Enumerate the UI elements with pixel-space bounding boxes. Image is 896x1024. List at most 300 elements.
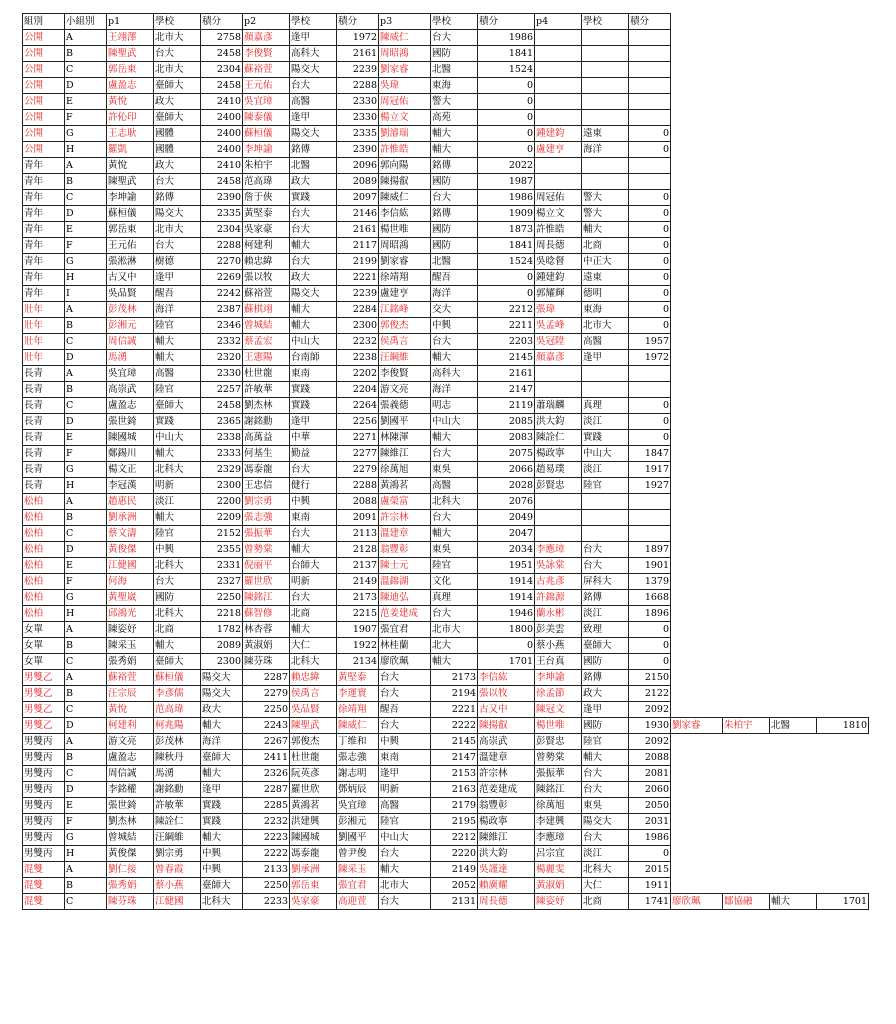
table-cell: 徐靖翔 xyxy=(337,702,379,718)
table-cell: 2161 xyxy=(337,222,379,238)
table-cell: 松柏 xyxy=(23,494,65,510)
table-cell: 2066 xyxy=(478,462,535,478)
table-cell: 中山大 xyxy=(290,334,337,350)
table-cell: 1987 xyxy=(478,174,535,190)
table-cell: 台師大 xyxy=(290,558,337,574)
table-cell: 交大 xyxy=(431,302,478,318)
table-cell: C xyxy=(65,398,107,414)
table-cell: 溫錦湖 xyxy=(379,574,431,590)
table-cell: 台大 xyxy=(154,174,201,190)
table-cell: 銘傳 xyxy=(582,590,629,606)
table-cell: 2220 xyxy=(431,846,478,862)
table-cell: 蘇裕萱 xyxy=(107,670,154,686)
table-row xyxy=(23,766,869,782)
table-cell: 2458 xyxy=(201,78,243,94)
table-cell: 0 xyxy=(629,398,671,414)
table-cell: 台大 xyxy=(431,510,478,526)
table-cell: 陸官 xyxy=(154,382,201,398)
table-cell: 台大 xyxy=(582,830,629,846)
table-cell: 陳采玉 xyxy=(107,638,154,654)
table-cell: 陳聖武 xyxy=(290,718,337,734)
table-cell: 許宗林 xyxy=(478,766,535,782)
table-cell: 2117 xyxy=(337,238,379,254)
table-cell: 黃堅泰 xyxy=(243,206,290,222)
table-cell: 李信紘 xyxy=(379,206,431,222)
table-cell: 臺師大 xyxy=(154,110,201,126)
table-cell: 海洋 xyxy=(431,382,478,398)
table-cell: 台大 xyxy=(290,254,337,270)
table-cell: 0 xyxy=(478,638,535,654)
table-cell: 陸官 xyxy=(431,558,478,574)
table-cell: D xyxy=(65,782,107,798)
table-cell xyxy=(582,366,629,382)
table-cell: 彭賢忠 xyxy=(535,734,582,750)
table-cell: 2209 xyxy=(201,510,243,526)
table-cell: 2131 xyxy=(431,894,478,910)
table-cell: 男雙乙 xyxy=(23,686,65,702)
table-cell: 趙惠民 xyxy=(107,494,154,510)
table-cell xyxy=(582,494,629,510)
table-cell: 0 xyxy=(478,142,535,158)
table-cell: 2410 xyxy=(201,94,243,110)
table-row xyxy=(23,782,869,798)
table-cell: 公開 xyxy=(23,30,65,46)
table-cell: 邱鴻光 xyxy=(107,606,154,622)
table-cell: 臺師大 xyxy=(154,654,201,670)
table-cell: 長青 xyxy=(23,366,65,382)
table-row xyxy=(23,286,869,302)
table-cell: 0 xyxy=(629,238,671,254)
table-cell: A xyxy=(65,158,107,174)
table-cell: 楊文正 xyxy=(107,462,154,478)
table-cell: 2092 xyxy=(629,734,671,750)
table-row xyxy=(23,846,869,862)
table-cell: 吳宜璋 xyxy=(107,366,154,382)
table-row xyxy=(23,366,869,382)
table-cell xyxy=(629,62,671,78)
table-cell: B xyxy=(65,510,107,526)
table-cell: 楊立文 xyxy=(535,206,582,222)
table-cell: 郭岳東 xyxy=(290,878,337,894)
table-cell: 男雙丙 xyxy=(23,750,65,766)
table-cell: 醒吾 xyxy=(379,702,431,718)
table-cell: 海洋 xyxy=(201,734,243,750)
table-cell: 顏嘉彥 xyxy=(243,30,290,46)
table-cell: 高醫 xyxy=(290,94,337,110)
table-cell: 2122 xyxy=(629,686,671,702)
table-cell: 1800 xyxy=(478,622,535,638)
table-cell xyxy=(582,510,629,526)
table-cell: 呂宗宜 xyxy=(535,846,582,862)
table-cell: 侯禹言 xyxy=(290,686,337,702)
table-cell: 國防 xyxy=(582,718,629,734)
table-cell: 1914 xyxy=(478,590,535,606)
table-cell: 吳家豪 xyxy=(243,222,290,238)
table-cell: 北科大 xyxy=(431,494,478,510)
table-cell: 郭向陽 xyxy=(379,158,431,174)
table-row xyxy=(23,254,869,270)
table-cell: 淡江 xyxy=(582,606,629,622)
table-cell: 2088 xyxy=(629,750,671,766)
table-cell: 銘傳 xyxy=(582,670,629,686)
table-cell: 中興 xyxy=(379,734,431,750)
table-cell: 2410 xyxy=(201,158,243,174)
table-cell: 2400 xyxy=(201,142,243,158)
table-cell: 2149 xyxy=(337,574,379,590)
table-cell: 2250 xyxy=(243,702,290,718)
table-cell: 長青 xyxy=(23,382,65,398)
table-cell: 2128 xyxy=(337,542,379,558)
table-cell: 北科大 xyxy=(201,894,243,910)
table-cell: 2179 xyxy=(431,798,478,814)
table-cell: 2269 xyxy=(201,270,243,286)
table-cell: 羅世欣 xyxy=(290,782,337,798)
table-cell: 劉宗勇 xyxy=(243,494,290,510)
table-cell xyxy=(629,110,671,126)
table-cell: 混雙 xyxy=(23,894,65,910)
table-cell: 溫建章 xyxy=(478,750,535,766)
table-cell: 周冠佑 xyxy=(379,94,431,110)
table-cell: 楊政寧 xyxy=(478,814,535,830)
table-cell: 2233 xyxy=(243,894,290,910)
table-cell: 政大 xyxy=(154,94,201,110)
table-cell: 2223 xyxy=(243,830,290,846)
table-row xyxy=(23,798,869,814)
table-cell: 2232 xyxy=(243,814,290,830)
table-cell: 蘇桓儀 xyxy=(154,670,201,686)
table-row xyxy=(23,94,869,110)
table-cell: 洪大鈞 xyxy=(478,846,535,862)
table-cell: 張以牧 xyxy=(243,270,290,286)
table-cell: 實踐 xyxy=(290,398,337,414)
table-cell: 松柏 xyxy=(23,510,65,526)
table-cell: 台大 xyxy=(290,206,337,222)
table-cell: 陽交大 xyxy=(290,126,337,142)
table-cell: 劉承洲 xyxy=(290,862,337,878)
table-cell: 北市大 xyxy=(582,318,629,334)
table-cell: 范高瑋 xyxy=(243,174,290,190)
table-cell: 2150 xyxy=(629,670,671,686)
table-cell: 0 xyxy=(478,286,535,302)
table-cell: 輔大 xyxy=(154,446,201,462)
table-cell: 台大 xyxy=(290,590,337,606)
table-cell: 中興 xyxy=(431,318,478,334)
table-cell xyxy=(629,494,671,510)
table-cell: 0 xyxy=(629,254,671,270)
table-cell: 東南 xyxy=(290,510,337,526)
table-cell: 0 xyxy=(629,286,671,302)
table-cell xyxy=(629,30,671,46)
table-cell: 國防 xyxy=(431,238,478,254)
table-cell: 黃鴻茗 xyxy=(379,478,431,494)
table-cell: 1986 xyxy=(629,830,671,846)
table-cell: 彭賢忠 xyxy=(535,478,582,494)
table-cell: 2145 xyxy=(478,350,535,366)
table-cell: 周長德 xyxy=(478,894,535,910)
table-row xyxy=(23,894,869,910)
table-cell: 男雙丙 xyxy=(23,830,65,846)
table-cell: 高崇武 xyxy=(107,382,154,398)
table-cell: 吳詠棠 xyxy=(535,558,582,574)
table-cell: 0 xyxy=(478,94,535,110)
table-cell: 劉仁接 xyxy=(107,862,154,878)
table-cell: 2147 xyxy=(478,382,535,398)
table-cell: 1986 xyxy=(478,30,535,46)
table-cell: B xyxy=(65,638,107,654)
table-cell: 松柏 xyxy=(23,590,65,606)
table-cell: 2387 xyxy=(201,302,243,318)
table-body xyxy=(23,14,869,910)
table-cell: 2257 xyxy=(201,382,243,398)
table-cell: 盧建亨 xyxy=(535,142,582,158)
table-cell: 2089 xyxy=(337,174,379,190)
table-cell: 陽交大 xyxy=(290,62,337,78)
table-cell: 謝銘勳 xyxy=(243,414,290,430)
table-cell: 陳芬珠 xyxy=(107,894,154,910)
table-cell: 輔大 xyxy=(290,622,337,638)
table-cell: 台大 xyxy=(290,78,337,94)
table-cell: 2092 xyxy=(629,702,671,718)
table-cell: 蘇桓儀 xyxy=(243,126,290,142)
table-cell: 警大 xyxy=(431,94,478,110)
table-row xyxy=(23,574,869,590)
table-cell: 輔大 xyxy=(431,526,478,542)
table-cell: 松柏 xyxy=(23,526,65,542)
table-cell: 倪丽平 xyxy=(243,558,290,574)
table-cell: B xyxy=(65,382,107,398)
table-cell: 1951 xyxy=(478,558,535,574)
table-cell: 屏科大 xyxy=(582,574,629,590)
table-cell: 北商 xyxy=(582,238,629,254)
table-cell xyxy=(582,78,629,94)
table-cell: 2083 xyxy=(478,430,535,446)
table-cell: A xyxy=(65,622,107,638)
table-cell: 2028 xyxy=(478,478,535,494)
table-cell: 黃淑娟 xyxy=(535,878,582,894)
table-cell: 國防 xyxy=(431,46,478,62)
table-cell: 1897 xyxy=(629,542,671,558)
table-cell xyxy=(535,174,582,190)
table-cell: 黃淑娟 xyxy=(243,638,290,654)
table-cell: 鄭錫川 xyxy=(107,446,154,462)
table-cell: 張志強 xyxy=(243,510,290,526)
table-cell: 2288 xyxy=(337,78,379,94)
table-cell: 李銘權 xyxy=(107,782,154,798)
table-cell: 0 xyxy=(478,126,535,142)
table-cell: 長青 xyxy=(23,478,65,494)
table-cell xyxy=(629,382,671,398)
table-cell: 江健國 xyxy=(154,894,201,910)
table-cell: 劉家睿 xyxy=(379,62,431,78)
table-cell: 1922 xyxy=(337,638,379,654)
table-cell: 楊立文 xyxy=(379,110,431,126)
table-cell: 公開 xyxy=(23,46,65,62)
table-cell: 2052 xyxy=(431,878,478,894)
table-cell: 陸官 xyxy=(154,318,201,334)
table-cell: 2326 xyxy=(243,766,290,782)
table-cell: 1668 xyxy=(629,590,671,606)
table-row xyxy=(23,878,869,894)
table-cell: 許惟皓 xyxy=(535,222,582,238)
table-cell: 女單 xyxy=(23,622,65,638)
table-cell: 2758 xyxy=(201,30,243,46)
table-cell: 高迎萱 xyxy=(337,894,379,910)
table-cell: 許錦源 xyxy=(535,590,582,606)
table-cell: 臺師大 xyxy=(154,398,201,414)
table-cell: 1841 xyxy=(478,46,535,62)
table-cell: 政大 xyxy=(201,702,243,718)
table-cell: 東南 xyxy=(290,366,337,382)
table-cell: 長青 xyxy=(23,414,65,430)
table-cell: 汪宗辰 xyxy=(107,686,154,702)
table-row xyxy=(23,174,869,190)
table-cell: 壯年 xyxy=(23,334,65,350)
table-cell: 2034 xyxy=(478,542,535,558)
table-cell: 中興 xyxy=(290,494,337,510)
table-cell: 台大 xyxy=(379,718,431,734)
table-cell: 2212 xyxy=(431,830,478,846)
table-row xyxy=(23,558,869,574)
table-cell: 銘傳 xyxy=(431,158,478,174)
table-cell: 范高瑋 xyxy=(154,702,201,718)
table-cell xyxy=(535,526,582,542)
table-cell: 高醫 xyxy=(379,798,431,814)
table-cell: 2330 xyxy=(337,94,379,110)
table-cell: 台南師 xyxy=(290,350,337,366)
table-cell: 陳芬珠 xyxy=(243,654,290,670)
table-cell: 公開 xyxy=(23,142,65,158)
table-cell: 北市大 xyxy=(379,878,431,894)
table-cell: 東吳 xyxy=(582,798,629,814)
table-cell: 國體 xyxy=(154,142,201,158)
table-cell: 公開 xyxy=(23,110,65,126)
table-cell: 銘傳 xyxy=(431,206,478,222)
table-cell: 2195 xyxy=(431,814,478,830)
table-cell: 1917 xyxy=(629,462,671,478)
table-cell: C xyxy=(65,766,107,782)
table-cell: 2015 xyxy=(629,862,671,878)
table-cell: 北市大 xyxy=(154,222,201,238)
table-cell: 台大 xyxy=(379,894,431,910)
table-cell xyxy=(535,78,582,94)
table-cell: 高萬益 xyxy=(243,430,290,446)
table-cell: 2212 xyxy=(478,302,535,318)
table-cell: 王翊澤 xyxy=(107,30,154,46)
table-cell: 2256 xyxy=(337,414,379,430)
table-cell: 東吳 xyxy=(431,542,478,558)
table-cell: 陸官 xyxy=(582,478,629,494)
table-cell: 彭湘元 xyxy=(107,318,154,334)
table-cell: 2239 xyxy=(337,62,379,78)
table-cell: 郭耀輝 xyxy=(535,286,582,302)
table-cell: 樹德 xyxy=(154,254,201,270)
table-cell: 張義德 xyxy=(379,398,431,414)
table-cell: 女單 xyxy=(23,654,65,670)
table-cell: 2400 xyxy=(201,126,243,142)
table-cell: 1911 xyxy=(629,878,671,894)
table-cell: 高崇武 xyxy=(478,734,535,750)
table-cell: 盧榮富 xyxy=(379,494,431,510)
table-cell: 台大 xyxy=(431,30,478,46)
table-cell: 張秀娟 xyxy=(107,654,154,670)
table-cell: 北醫 xyxy=(431,62,478,78)
table-cell: D xyxy=(65,718,107,734)
table-cell: E xyxy=(65,430,107,446)
table-cell: 0 xyxy=(629,622,671,638)
table-cell: 1896 xyxy=(629,606,671,622)
table-cell: 陸官 xyxy=(154,526,201,542)
table-cell: 陳泰儀 xyxy=(243,110,290,126)
table-cell: 羅凱 xyxy=(107,142,154,158)
table-cell: 2161 xyxy=(337,46,379,62)
table-cell: 2267 xyxy=(243,734,290,750)
table-cell: 蘇桓儀 xyxy=(107,206,154,222)
table-cell: 陳冠文 xyxy=(535,702,582,718)
table-cell: 2346 xyxy=(201,318,243,334)
table-cell: 陳威仁 xyxy=(379,190,431,206)
table-cell: 2145 xyxy=(431,734,478,750)
table-cell: 中山大 xyxy=(582,446,629,462)
table-cell: 東海 xyxy=(431,78,478,94)
table-cell: 0 xyxy=(629,430,671,446)
table-cell: E xyxy=(65,798,107,814)
table-cell: 周信誠 xyxy=(107,766,154,782)
table-cell: 輔大 xyxy=(431,430,478,446)
table-cell: 王志耿 xyxy=(107,126,154,142)
table-cell: F xyxy=(65,238,107,254)
table-cell: 1972 xyxy=(629,350,671,366)
table-cell: 2133 xyxy=(243,862,290,878)
table-cell: 劉杰林 xyxy=(243,398,290,414)
table-cell: 政大 xyxy=(290,270,337,286)
table-cell: 2119 xyxy=(478,398,535,414)
table-cell: B xyxy=(65,174,107,190)
table-row xyxy=(23,654,869,670)
table-cell xyxy=(582,30,629,46)
table-cell: 杜世龍 xyxy=(243,366,290,382)
table-cell xyxy=(535,110,582,126)
table-cell: 2194 xyxy=(431,686,478,702)
table-cell: 壯年 xyxy=(23,350,65,366)
table-cell: A xyxy=(65,302,107,318)
table-cell: 許敏華 xyxy=(154,798,201,814)
table-cell: 國防 xyxy=(431,174,478,190)
table-cell: 李應璋 xyxy=(535,542,582,558)
table-row xyxy=(23,350,869,366)
table-cell: 林杏蓉 xyxy=(243,622,290,638)
table-cell: I xyxy=(65,286,107,302)
table-cell: 組別 xyxy=(23,14,65,30)
table-row xyxy=(23,702,869,718)
table-cell: p3 xyxy=(379,14,431,30)
table-cell: 黃俊傑 xyxy=(107,846,154,862)
table-cell: 吳品賢 xyxy=(290,702,337,718)
table-cell: 吳宜璋 xyxy=(243,94,290,110)
table-cell: 1914 xyxy=(478,574,535,590)
table-cell: 東南 xyxy=(379,750,431,766)
table-cell: 台大 xyxy=(431,190,478,206)
table-cell: 黃悅 xyxy=(107,702,154,718)
table-cell: 趙易璞 xyxy=(535,462,582,478)
table-cell: 王元佑 xyxy=(107,238,154,254)
table-cell: 逢甲 xyxy=(582,702,629,718)
table-cell: 積分 xyxy=(478,14,535,30)
table-cell: 明新 xyxy=(154,478,201,494)
table-cell: 陳聖武 xyxy=(107,46,154,62)
table-cell: 2076 xyxy=(478,494,535,510)
table-row xyxy=(23,750,869,766)
table-cell: F xyxy=(65,110,107,126)
